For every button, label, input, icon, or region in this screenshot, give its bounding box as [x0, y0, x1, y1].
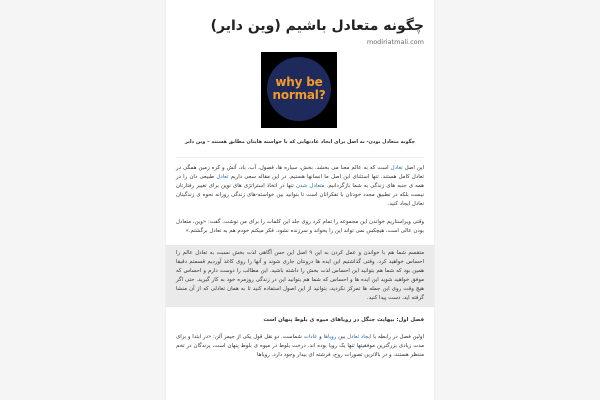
paragraph-2: وقتی ویراستاریم خواندن این مجموعه را تمام کرد روی جلد این کلمات را برای من نوشت. گفت: «وین، متعادل بودن عالی است، هیچکس نمی تواند این را بخواند و سرزنده نشود. فکر میکنم خودم هم به تعادل برگشتم.» [176, 219, 424, 234]
image-circle [267, 57, 331, 121]
p1-text-a: این اصل [402, 165, 424, 171]
image-background [261, 52, 337, 128]
paragraph-3-highlight: متقسم شما هم با خواندن و عمل کردن به این ۹ اصل این حس آگاهی لذت بخش نسبت به تعادل عالم را احساس خواهید کرد. وقتی گذاشتیم این ایده ها درونتان جاری شوند و آنها را روی کاغذ آوردیم قسمتم دقیقا همین بود که شما هم بتوانید این احساس لذت بخش را داشته باشید. این مطالب را دوست دارم و احساس که موفق خواهید شوید این ایده ها و احساس که شما هم بتوانید این در زندگی روزمره خود به کار گیرید. حتی اگر هیچ وقت روی این جمله ها تمرکز نکردید، بتوانید از این اصول استفاده کنید تا به همان تعادلی که از آن منشا گرفته اید، دست پیدا کنید. [166, 245, 434, 307]
link-create-balance[interactable]: ایجاد تعادل [347, 334, 372, 340]
article-page [166, 0, 434, 400]
p1-text-b: است که به عالم معنا می بخشد. بخش، سیاره ها، فصول، آب، باد، آتش و کره زمین همگی در تعادل کامل هستند. تنها استثنای این اصل ما انسانها هستیم. در این مقاله سعی داریم [176, 165, 424, 180]
p4-text-a: اولین فصل در رابطه با [371, 334, 424, 340]
link-becoming-balanced[interactable]: متعادل شدن [295, 183, 325, 189]
article-header [166, 0, 434, 46]
p4-text-b: بین [336, 334, 348, 340]
chapter-subheading: فصل اول: بیهایت جنگل در رویاهای میوه ی بلوط پنهان است [263, 317, 424, 323]
link-habits[interactable]: عادات [303, 334, 318, 340]
image-text-line1: why be [275, 75, 323, 89]
p4-text-d: شماست. دو نقل قول یکی از جیمز آلن: «در ابتدا و برای مدت زیادی بزرگترین موفقیتها تنها یک رویا بوده اند. درخت بلوط در میوه ی بلوط پنهان است، پرندگان در تخم منتظر هستند، و در بالاترین تصورات روح، فرشته ای بیدار وجود دارد. رویاها [176, 334, 424, 358]
p1-text-c: طبیعی دان را در همه ی جنبه های زندگی به شما بازگردانیم. [176, 174, 425, 189]
site-url[interactable]: modiriatmali.com [366, 38, 424, 46]
link-dreams[interactable]: رویاها [323, 334, 337, 340]
p1-text-d: تنها در اتخاذ استراتژی های نوین برای تغییر رفتارتان نیست بلکه در تطبیق مجدد خودتان با تفکراتان است تا بتوانید بین خواسته-های زندگی روزانه نحوه ی زندگیتان تعادل ایجاد کنید. [176, 183, 424, 207]
image-text-line2: normal? [272, 88, 326, 102]
link-balance-2[interactable]: تعادل [216, 174, 229, 180]
link-balance-1[interactable]: تعادل [390, 165, 403, 171]
divider [176, 157, 424, 158]
image-caption: چگونه متعادل بودن- نه اصل برای ایجاد عادتهایی که با خواسته هایتان مطابق هستند – وین دایر [184, 139, 416, 145]
paragraph-4 [176, 333, 424, 360]
article-image [261, 52, 337, 128]
p4-text-c: و [317, 334, 324, 340]
paragraph-1 [176, 164, 424, 209]
article-body [176, 164, 424, 369]
article-title: چگونه متعادل باشیم (وین دایر) [210, 18, 424, 34]
